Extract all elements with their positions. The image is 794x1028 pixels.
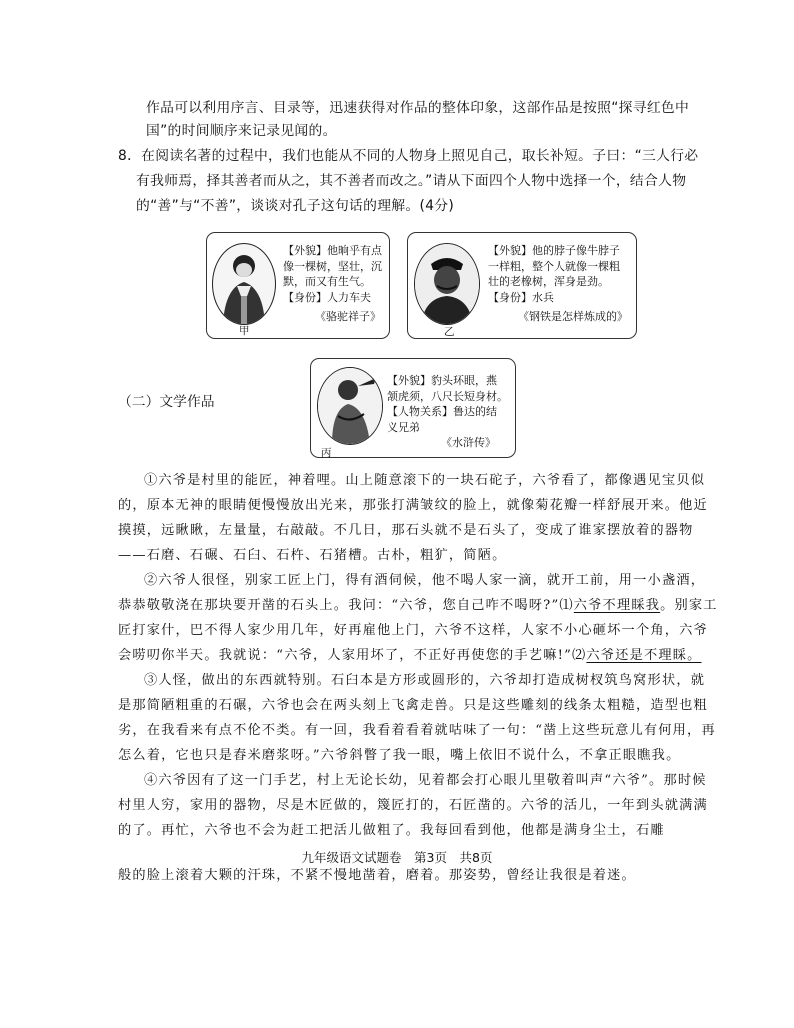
page-footer: 九年级语文试题卷 第3页 共8页 xyxy=(301,850,493,865)
passage-p4-line-3: 的了。再忙，六爷也不会为赶工把活儿做粗了。我每回看到他，他都是满身尘土，石雕 xyxy=(118,823,665,838)
passage-last-line: 般的脸上滚着大颗的汗珠，不紧不慢地凿着，磨着。那姿势，曾经让我很是着迷。 xyxy=(118,868,636,883)
passage-p1-line-3: 摸摸，远瞅瞅，左量量，右敲敲。不几日，那石头就不是石头了，变成了谁家摆放着的器物 xyxy=(118,523,694,538)
character-card-yi xyxy=(407,232,637,339)
passage-p2-line-2-start: 恭恭敬敬浇在那块要开凿的石头上。我问：“六爷，您自己咋不喝呀?”⑴ xyxy=(118,598,574,613)
card-yi-source: 《钢铁是怎样炼成的》 xyxy=(518,310,628,323)
card-yi-text-2: 一样粗，整个人就像一棵粗 xyxy=(488,259,620,273)
card-jia-text-2: 像一棵树，坚壮，沉 xyxy=(283,259,382,273)
question-8-line-1: 8．在阅读名著的过程中，我们也能从不同的人物身上照见自己，取长补短。子曰：“三人行必 xyxy=(118,148,699,164)
card-jia-text-4: 【身份】人力车夫 xyxy=(283,290,371,304)
passage-p3-line-3: 劣，在我看来有点不伦不类。有一回，我看着看着就咕味了一句：“凿上这些玩意儿有何用，再 xyxy=(118,723,716,738)
section-title: （二）文学作品 xyxy=(118,394,215,410)
card-bing-text-4: 义兄弟 xyxy=(387,420,420,434)
card-bing-source: 《水浒传》 xyxy=(441,436,496,449)
passage-p2-line-4 xyxy=(118,646,702,666)
sailor-portrait xyxy=(414,243,480,325)
passage-p3-line-4: 怎么着，它也只是舂米磨浆呀。”六爷斜瞥了我一眼，嘴上依旧不说什么，不拿正眼瞧我。 xyxy=(118,748,681,763)
passage-p2-line-3: 匠打家什，巴不得人家少用几年，好再雇他上门，六爷不这样，人家不小心砸坏一个角，六爷 xyxy=(118,623,708,638)
passage-p3-line-2: 是那简陋粗重的石碾，六爷也会在两头刻上飞禽走兽。只是这些雕刻的线条太粗糙，造型也粗 xyxy=(118,698,708,713)
card-bing-text-1: 【外貌】豹头环眼，燕 xyxy=(387,374,497,387)
passage-p1-line-4: ——石磨、石碾、石臼、石杵、石猪槽。古朴，粗犷，简陋。 xyxy=(118,548,507,563)
card-bing-text-3: 【人物关系】鲁达的结 xyxy=(387,405,497,418)
underlined-sentence-1: 六爷不理睬我 xyxy=(573,598,661,613)
character-card-bing xyxy=(310,358,516,458)
card-label-jia: 甲 xyxy=(239,325,250,337)
underlined-sentence-2: 六爷还是不理睬。 xyxy=(586,648,702,663)
card-yi-text-4: 【身份】水兵 xyxy=(488,290,554,304)
card-jia-text-1: 【外貌】他晌乎有点 xyxy=(283,244,382,257)
character-card-jia xyxy=(206,232,390,339)
passage-p4-line-2: 村里人穷，家用的器物，尽是木匠做的，篾匠打的，石匠凿的。六爷的活儿，一年到头就满满 xyxy=(118,798,708,813)
intro-line-1: 作品可以利用序言、目录等，迅速获得对作品的整体印象，这部作品是按照“探寻红色中 xyxy=(146,100,690,116)
warrior-portrait xyxy=(317,367,383,445)
rickshaw-puller-portrait xyxy=(212,243,276,325)
passage-p4-line-1: ④六爷因有了这一门手艺，村上无论长幼，见着都会打心眼儿里敬着叫声“六爷”。那时候 xyxy=(144,773,707,788)
passage-p1-line-2: 的，原本无神的眼睛便慢慢放出光来，那张打满皱纹的脸上，就像菊花瓣一样舒展开来。他近 xyxy=(118,498,708,513)
passage-p2-line-4-start: 会唠叨你半天。我就说：“六爷，人家用坏了，不正好再使您的手艺嘛!”⑵ xyxy=(118,648,587,663)
card-label-bing: 丙 xyxy=(321,447,332,459)
card-yi-text-3: 壮的老橡树，浑身是劲。 xyxy=(488,275,609,288)
card-label-yi: 乙 xyxy=(444,326,455,338)
passage-p2-line-2-end: 。别家工 xyxy=(660,598,718,613)
card-jia-text-3: 默，而又有生气。 xyxy=(283,275,371,288)
card-jia-source: 《骆驼祥子》 xyxy=(315,310,381,323)
card-yi-text-1: 【外貌】他的脖子像牛脖子 xyxy=(488,244,620,257)
passage-p3-line-1: ③人怪，做出的东西就特别。石臼本是方形或圆形的，六爷却打造成树杈筑鸟窝形状，就 xyxy=(144,673,706,688)
passage-p2-line-2 xyxy=(118,596,718,616)
question-8-line-2: 有我师焉，择其善者而从之，其不善者而改之。”请从下面四个人物中选择一个，结合人物 xyxy=(136,173,687,189)
intro-line-2: 国”的时间顺序来记录见闻的。 xyxy=(146,123,337,139)
passage-p1-line-1: ①六爷是村里的能匠，神着哩。山上随意滚下的一块石砣子，六爷看了，都像遇见宝贝似 xyxy=(144,473,706,488)
passage-p2-line-1: ②六爷人很怪，别家工匠上门，得有酒伺候，他不喝人家一滴，就开工前，用一小盏酒， xyxy=(144,573,706,588)
card-bing-text-2: 颔虎须，八尺长短身材。 xyxy=(387,389,508,403)
question-8-line-3: 的“善”与“不善”，谈谈对孔子这句话的理解。(4分) xyxy=(136,198,455,214)
